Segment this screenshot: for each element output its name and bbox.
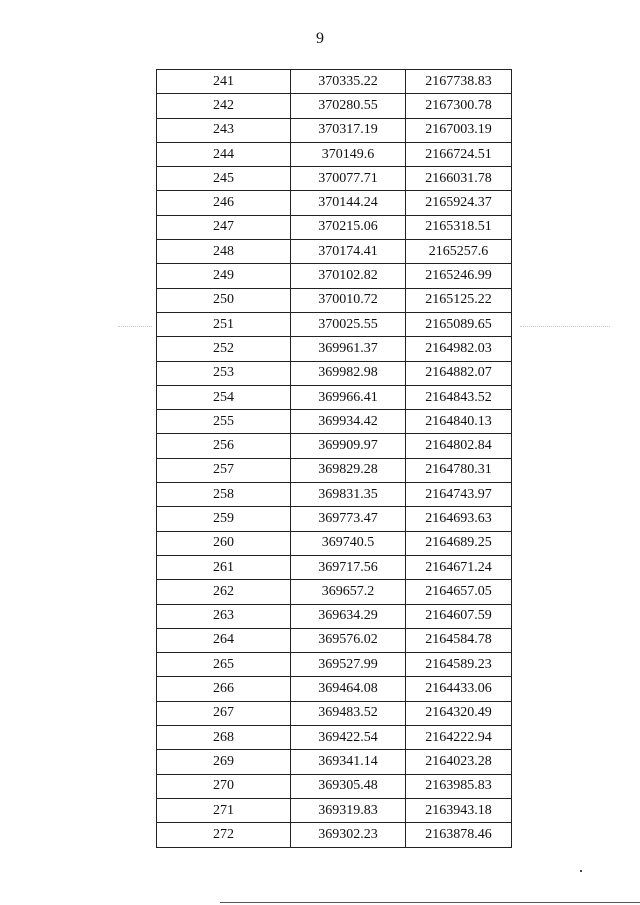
y-coordinate-cell: 2167003.19 (406, 118, 512, 142)
point-number-cell: 259 (157, 507, 291, 531)
table-row (157, 726, 512, 750)
y-coordinate-cell: 2164433.06 (406, 677, 512, 701)
point-number-cell: 248 (157, 240, 291, 264)
point-number-cell: 254 (157, 385, 291, 409)
y-coordinate-cell: 2165257.6 (406, 240, 512, 264)
table-row (157, 580, 512, 604)
table-row (157, 337, 512, 361)
y-coordinate-cell: 2165246.99 (406, 264, 512, 288)
x-coordinate-cell: 369634.29 (291, 604, 406, 628)
point-number-cell: 244 (157, 142, 291, 166)
point-number-cell: 267 (157, 701, 291, 725)
y-coordinate-cell: 2166724.51 (406, 142, 512, 166)
y-coordinate-cell: 2164882.07 (406, 361, 512, 385)
x-coordinate-cell: 370077.71 (291, 167, 406, 191)
x-coordinate-cell: 369305.48 (291, 774, 406, 798)
x-coordinate-cell: 369934.42 (291, 410, 406, 434)
x-coordinate-cell: 369483.52 (291, 701, 406, 725)
table-row (157, 167, 512, 191)
point-number-cell: 246 (157, 191, 291, 215)
table-row (157, 434, 512, 458)
point-number-cell: 253 (157, 361, 291, 385)
x-coordinate-cell: 369909.97 (291, 434, 406, 458)
table-row (157, 750, 512, 774)
y-coordinate-cell: 2164671.24 (406, 555, 512, 579)
y-coordinate-cell: 2164693.63 (406, 507, 512, 531)
y-coordinate-cell: 2164657.05 (406, 580, 512, 604)
table-row (157, 410, 512, 434)
table-row (157, 361, 512, 385)
table-row (157, 507, 512, 531)
point-number-cell: 264 (157, 628, 291, 652)
x-coordinate-cell: 369831.35 (291, 483, 406, 507)
y-coordinate-cell: 2164222.94 (406, 726, 512, 750)
table-row (157, 555, 512, 579)
point-number-cell: 243 (157, 118, 291, 142)
table-row (157, 677, 512, 701)
x-coordinate-cell: 370144.24 (291, 191, 406, 215)
table-row (157, 628, 512, 652)
y-coordinate-cell: 2164982.03 (406, 337, 512, 361)
table-row (157, 823, 512, 847)
x-coordinate-cell: 370010.72 (291, 288, 406, 312)
y-coordinate-cell: 2164320.49 (406, 701, 512, 725)
x-coordinate-cell: 369773.47 (291, 507, 406, 531)
x-coordinate-cell: 370149.6 (291, 142, 406, 166)
y-coordinate-cell: 2164689.25 (406, 531, 512, 555)
y-coordinate-cell: 2164843.52 (406, 385, 512, 409)
point-number-cell: 241 (157, 70, 291, 94)
table-row (157, 70, 512, 94)
x-coordinate-cell: 369576.02 (291, 628, 406, 652)
coordinates-table (156, 69, 512, 848)
x-coordinate-cell: 370335.22 (291, 70, 406, 94)
y-coordinate-cell: 2164840.13 (406, 410, 512, 434)
y-coordinate-cell: 2166031.78 (406, 167, 512, 191)
x-coordinate-cell: 370280.55 (291, 94, 406, 118)
coordinates-table-body (157, 70, 512, 848)
point-number-cell: 268 (157, 726, 291, 750)
y-coordinate-cell: 2164607.59 (406, 604, 512, 628)
x-coordinate-cell: 369422.54 (291, 726, 406, 750)
x-coordinate-cell: 369302.23 (291, 823, 406, 847)
table-row (157, 798, 512, 822)
point-number-cell: 242 (157, 94, 291, 118)
point-number-cell: 272 (157, 823, 291, 847)
x-coordinate-cell: 369657.2 (291, 580, 406, 604)
y-coordinate-cell: 2165924.37 (406, 191, 512, 215)
x-coordinate-cell: 369319.83 (291, 798, 406, 822)
point-number-cell: 269 (157, 750, 291, 774)
x-coordinate-cell: 369527.99 (291, 653, 406, 677)
scan-speck (580, 870, 582, 872)
y-coordinate-cell: 2164743.97 (406, 483, 512, 507)
table-row (157, 191, 512, 215)
y-coordinate-cell: 2164780.31 (406, 458, 512, 482)
y-coordinate-cell: 2163985.83 (406, 774, 512, 798)
y-coordinate-cell: 2164589.23 (406, 653, 512, 677)
point-number-cell: 270 (157, 774, 291, 798)
page-number: 9 (316, 30, 324, 47)
page-bottom-edge (220, 902, 640, 903)
table-row (157, 240, 512, 264)
point-number-cell: 250 (157, 288, 291, 312)
y-coordinate-cell: 2165318.51 (406, 215, 512, 239)
table-row (157, 142, 512, 166)
table-row (157, 458, 512, 482)
table-row (157, 483, 512, 507)
x-coordinate-cell: 369982.98 (291, 361, 406, 385)
y-coordinate-cell: 2164023.28 (406, 750, 512, 774)
point-number-cell: 265 (157, 653, 291, 677)
y-coordinate-cell: 2167300.78 (406, 94, 512, 118)
y-coordinate-cell: 2163943.18 (406, 798, 512, 822)
y-coordinate-cell: 2165125.22 (406, 288, 512, 312)
point-number-cell: 251 (157, 312, 291, 336)
point-number-cell: 256 (157, 434, 291, 458)
table-row (157, 385, 512, 409)
y-coordinate-cell: 2164802.84 (406, 434, 512, 458)
point-number-cell: 252 (157, 337, 291, 361)
table-row (157, 604, 512, 628)
scan-artifact-left (118, 326, 152, 328)
y-coordinate-cell: 2163878.46 (406, 823, 512, 847)
x-coordinate-cell: 369966.41 (291, 385, 406, 409)
x-coordinate-cell: 370317.19 (291, 118, 406, 142)
x-coordinate-cell: 369740.5 (291, 531, 406, 555)
x-coordinate-cell: 369341.14 (291, 750, 406, 774)
x-coordinate-cell: 370025.55 (291, 312, 406, 336)
x-coordinate-cell: 369961.37 (291, 337, 406, 361)
x-coordinate-cell: 370215.06 (291, 215, 406, 239)
table-row (157, 531, 512, 555)
point-number-cell: 258 (157, 483, 291, 507)
x-coordinate-cell: 369829.28 (291, 458, 406, 482)
x-coordinate-cell: 370102.82 (291, 264, 406, 288)
point-number-cell: 266 (157, 677, 291, 701)
table-row (157, 94, 512, 118)
table-row (157, 312, 512, 336)
x-coordinate-cell: 369717.56 (291, 555, 406, 579)
table-row (157, 215, 512, 239)
table-row (157, 774, 512, 798)
point-number-cell: 261 (157, 555, 291, 579)
table-row (157, 118, 512, 142)
point-number-cell: 260 (157, 531, 291, 555)
table-row (157, 701, 512, 725)
point-number-cell: 255 (157, 410, 291, 434)
y-coordinate-cell: 2165089.65 (406, 312, 512, 336)
point-number-cell: 262 (157, 580, 291, 604)
point-number-cell: 249 (157, 264, 291, 288)
point-number-cell: 245 (157, 167, 291, 191)
table-row (157, 264, 512, 288)
point-number-cell: 263 (157, 604, 291, 628)
y-coordinate-cell: 2164584.78 (406, 628, 512, 652)
point-number-cell: 271 (157, 798, 291, 822)
table-row (157, 288, 512, 312)
x-coordinate-cell: 369464.08 (291, 677, 406, 701)
point-number-cell: 247 (157, 215, 291, 239)
point-number-cell: 257 (157, 458, 291, 482)
table-row (157, 653, 512, 677)
x-coordinate-cell: 370174.41 (291, 240, 406, 264)
y-coordinate-cell: 2167738.83 (406, 70, 512, 94)
scan-artifact-right (520, 326, 610, 328)
